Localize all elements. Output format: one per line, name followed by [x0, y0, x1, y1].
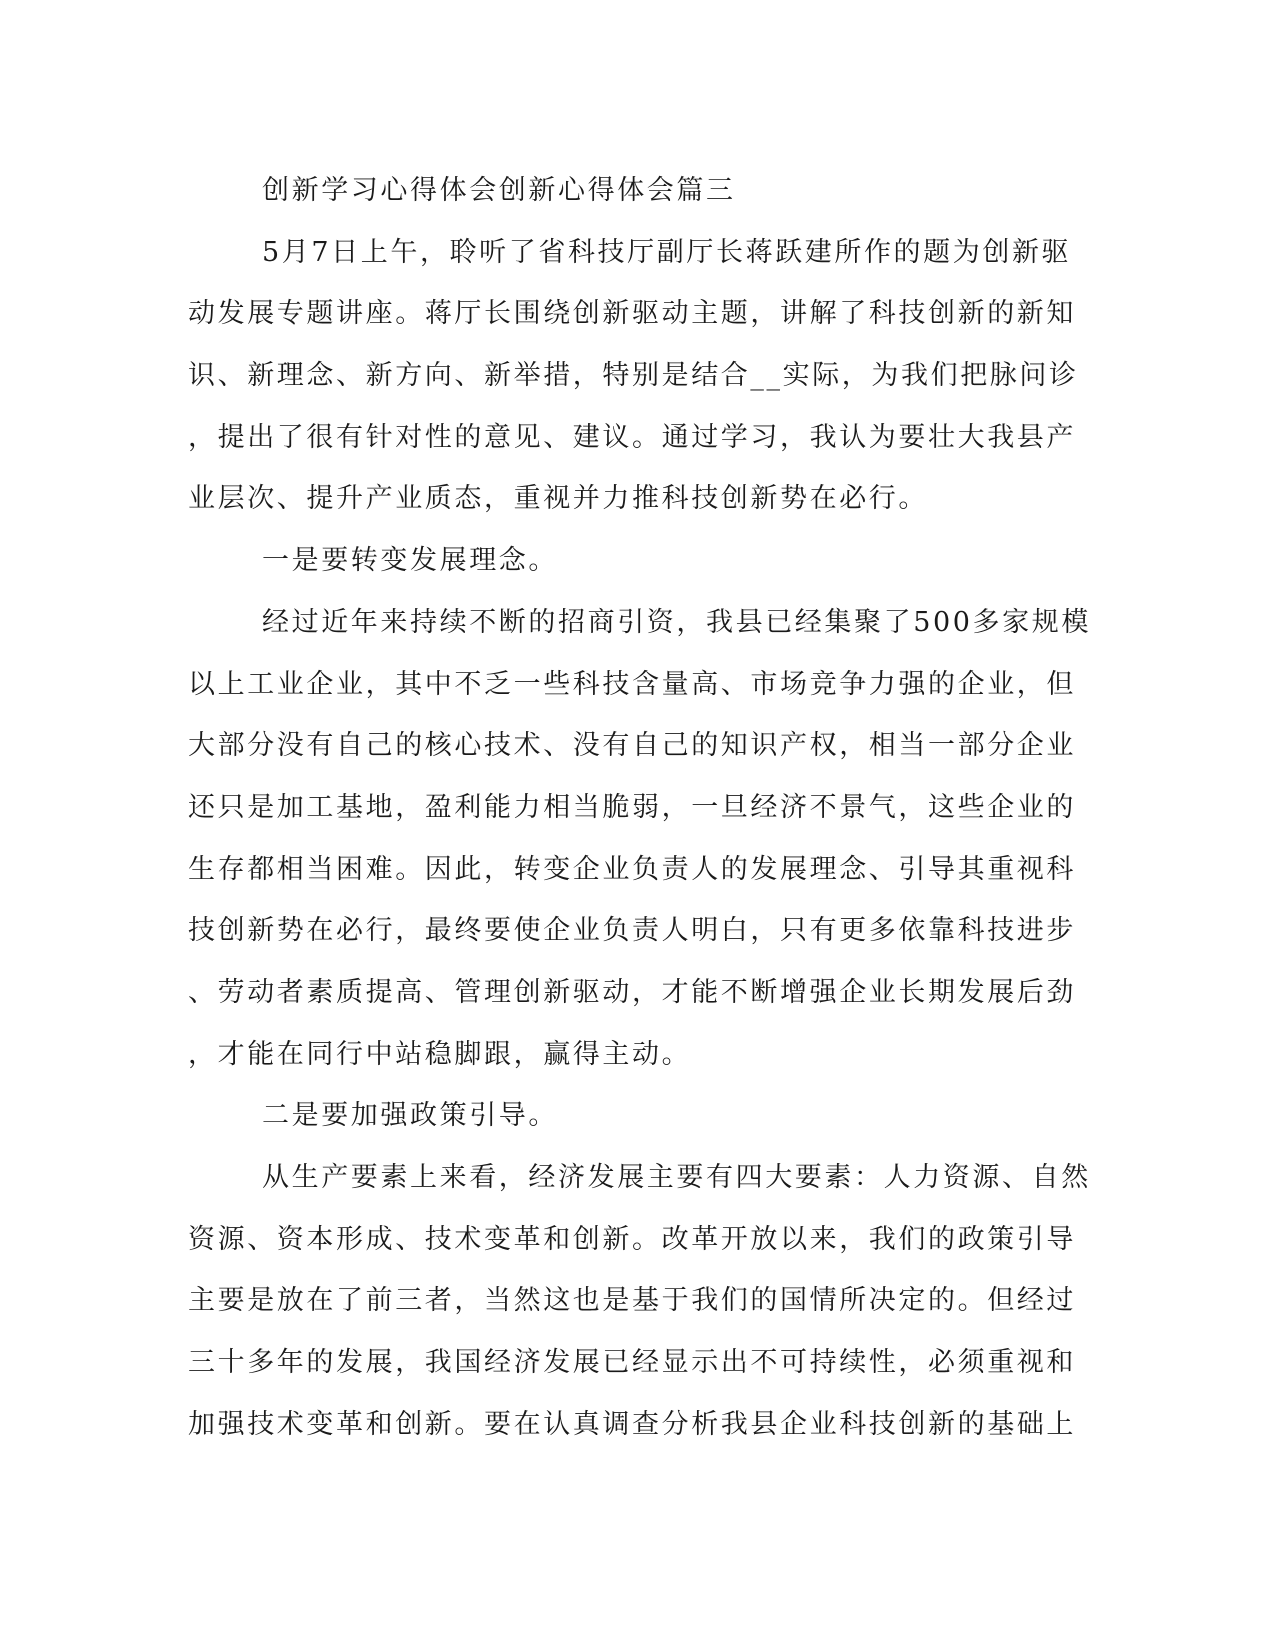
section-heading: 二是要加强政策引导。 — [262, 1100, 558, 1132]
paragraph-line: 动发展专题讲座。蒋厅长围绕创新驱动主题，讲解了科技创新的新知 — [188, 298, 1076, 330]
paragraph-line: ，提出了很有针对性的意见、建议。通过学习，我认为要壮大我县产 — [188, 421, 1076, 453]
paragraph-line: 资源、资本形成、技术变革和创新。改革开放以来，我们的政策引导 — [188, 1223, 1076, 1255]
paragraph-line: 大部分没有自己的核心技术、没有自己的知识产权，相当一部分企业 — [188, 730, 1076, 762]
paragraph-line: 主要是放在了前三者，当然这也是基于我们的国情所决定的。但经过 — [188, 1285, 1076, 1317]
paragraph-line: 以上工业企业，其中不乏一些科技含量高、市场竞争力强的企业，但 — [188, 668, 1076, 700]
paragraph-line: 5月7日上午，聆听了省科技厅副厅长蒋跃建所作的题为创新驱 — [262, 236, 1072, 268]
paragraph-line: ，才能在同行中站稳脚跟，赢得主动。 — [188, 1038, 692, 1070]
paragraph-line: 三十多年的发展，我国经济发展已经显示出不可持续性，必须重视和 — [188, 1347, 1076, 1379]
paragraph-line: 经过近年来持续不断的招商引资，我县已经集聚了500多家规模 — [262, 606, 1091, 638]
paragraph-line: 业层次、提升产业质态，重视并力推科技创新势在必行。 — [188, 483, 928, 515]
document-title: 创新学习心得体会创新心得体会篇三 — [262, 175, 736, 206]
paragraph-line: 识、新理念、新方向、新举措，特别是结合__实际，为我们把脉问诊 — [188, 360, 1079, 392]
document-body — [188, 160, 1091, 1455]
paragraph-line: 加强技术变革和创新。要在认真调查分析我县企业科技创新的基础上 — [188, 1408, 1076, 1440]
paragraph-line: 还只是加工基地，盈利能力相当脆弱，一旦经济不景气，这些企业的 — [188, 791, 1076, 823]
paragraph-line: 生存都相当困难。因此，转变企业负责人的发展理念、引导其重视科 — [188, 853, 1076, 885]
paragraph-line: 技创新势在必行，最终要使企业负责人明白，只有更多依靠科技进步 — [188, 915, 1076, 947]
paragraph-line: 从生产要素上来看，经济发展主要有四大要素：人力资源、自然 — [262, 1162, 1091, 1193]
section-heading: 一是要转变发展理念。 — [262, 545, 558, 577]
paragraph-line: 、劳动者素质提高、管理创新驱动，才能不断增强企业长期发展后劲 — [188, 976, 1076, 1008]
